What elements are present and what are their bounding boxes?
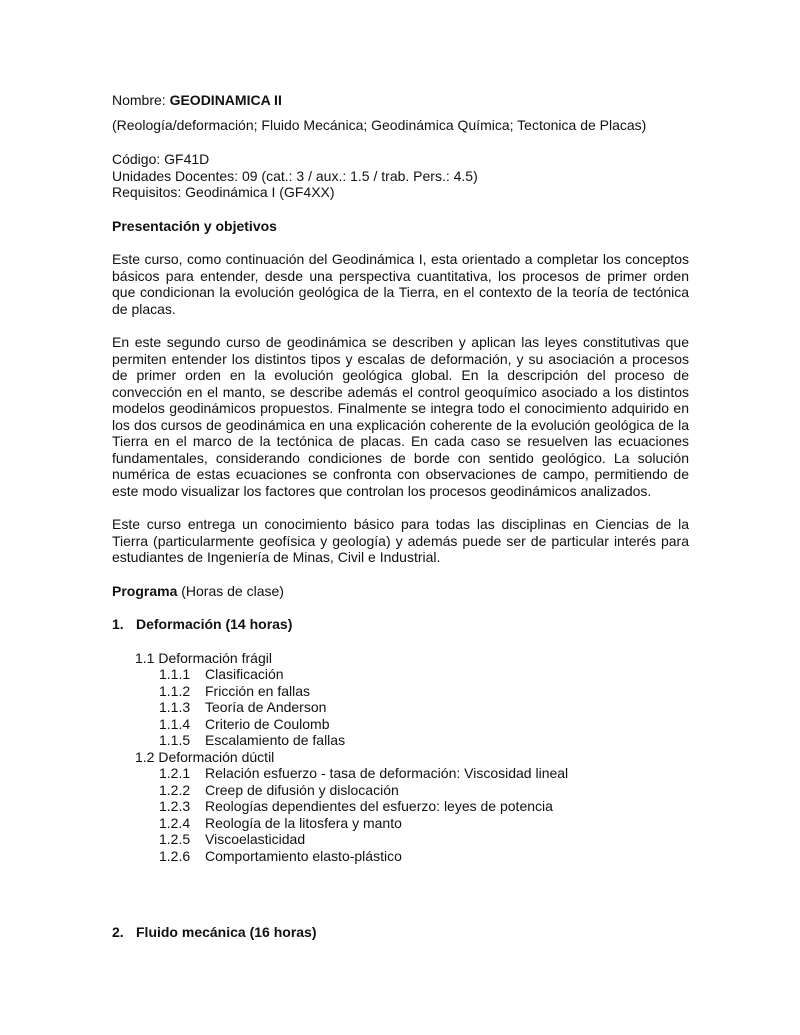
presentation-title: Presentación y objetivos <box>112 217 277 234</box>
course-units: Unidades Docentes: 09 (cat.: 3 / aux.: 1.5 / trab. Pers.: 4.5) <box>112 167 478 184</box>
course-name-value: GEODINAMICA II <box>169 92 282 108</box>
document-page <box>112 92 689 941</box>
item-text: Viscoelasticidad <box>205 831 306 847</box>
item-number: 1.1.5 <box>159 732 191 748</box>
item-number: 1.2.6 <box>159 847 191 864</box>
presentation-paragraph-2: En este segundo curso de geodinámica se describen y aplican las leyes constitutivas que permiten entender los distintos tipos y escalas de deformación, y su asociación a procesos de primer orden en la evolución geológica global. En la descripción del proceso de convección en el manto, se describe además el control geoquímico asociado a los distintos modelos geodinámicos propuestos. Finalmente se integra todo el conocimiento adquirido en los dos cursos de geodinámica en una explicación coherente de la evolución geológica de la Tierra en el marco de la tectónica de placas. En cada caso se resuelven las ecuaciones fundamentales, considerando condiciones de borde con sentido geológico. La solución numérica de estas ecuaciones se confronta con observaciones de campo, permitiendo de este modo visualizar los factores que controlan los procesos geodinámicos analizados. <box>112 334 689 499</box>
item-number: 1.2.4 <box>159 814 191 831</box>
item-text: Clasificación <box>205 666 284 682</box>
list-item <box>112 683 689 700</box>
item-text: Fricción en fallas <box>205 682 311 699</box>
presentation-paragraph-1: Este curso, como continuación del Geodinámica I, esta orientado a completar los conceptos básicos para entender, desde una perspectiva cuantitativa, los procesos de primer orden que condicionan la evolución geológica de la Tierra, en el contexto de la teoría de tectónica de placas. <box>112 251 689 317</box>
item-number: 1.1.1 <box>159 666 191 682</box>
item-number: 1.1.4 <box>159 715 191 732</box>
section-title: Deformación (14 horas) <box>136 616 293 632</box>
list-item <box>112 848 689 865</box>
course-topics: (Reología/deformación; Fluido Mecánica; Geodinámica Química; Tectonica de Placas) <box>112 116 647 133</box>
course-code: Código: GF41D <box>112 151 210 167</box>
item-text: Creep de difusión y dislocación <box>205 781 399 798</box>
program-subtitle: (Horas de clase) <box>177 582 284 599</box>
section-heading <box>112 924 689 941</box>
subsection-title: 1.1 Deformación frágil <box>135 649 272 666</box>
item-number: 1.2.5 <box>159 831 191 847</box>
item-text: Comportamiento elasto-plástico <box>205 847 402 864</box>
item-number: 1.1.2 <box>159 682 191 699</box>
item-text: Escalamiento de fallas <box>205 732 346 748</box>
list-item <box>112 666 689 683</box>
course-requirements: Requisitos: Geodinámica I (GF4XX) <box>112 184 335 200</box>
list-item <box>112 699 689 716</box>
list-item <box>112 815 689 832</box>
item-text: Reología de la litosfera y manto <box>205 814 402 831</box>
item-text: Relación esfuerzo - tasa de deformación: Viscosidad lineal <box>205 765 569 781</box>
course-name <box>112 92 689 109</box>
subsection-title: 1.2 Deformación dúctil <box>135 748 275 765</box>
program-title: Programa <box>112 582 178 599</box>
item-number: 1.2.3 <box>159 798 191 814</box>
list-item <box>112 732 689 749</box>
course-name-label: Nombre: <box>112 92 170 108</box>
item-text: Reologías dependientes del esfuerzo: leyes de potencia <box>205 798 553 814</box>
section-number: 1. <box>112 616 124 632</box>
section-heading <box>112 616 689 633</box>
item-text: Criterio de Coulomb <box>205 715 330 732</box>
section-title: Fluido mecánica (16 horas) <box>136 924 317 940</box>
section-number: 2. <box>112 924 124 940</box>
list-item <box>112 782 689 799</box>
list-item <box>112 765 689 782</box>
list-item <box>112 831 689 848</box>
item-text: Teoría de Anderson <box>205 699 327 715</box>
item-number: 1.2.1 <box>159 765 191 781</box>
list-item <box>112 716 689 733</box>
list-item <box>112 798 689 815</box>
presentation-heading <box>112 218 689 235</box>
item-number: 1.2.2 <box>159 781 191 798</box>
presentation-paragraph-3: Este curso entrega un conocimiento básico para todas las disciplinas en Ciencias de la Tierra (particularmente geofísica y geología) y además puede ser de particular interés para estudiantes de Ingeniería de Minas, Civil e Industrial. <box>112 516 689 565</box>
program-heading <box>112 583 689 600</box>
item-number: 1.1.3 <box>159 699 191 715</box>
